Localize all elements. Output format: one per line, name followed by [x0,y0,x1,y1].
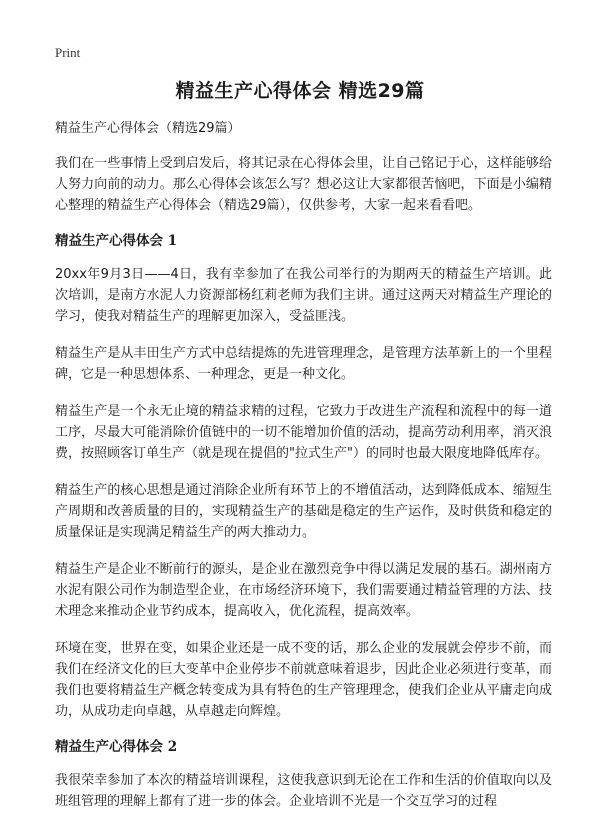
document-body [55,120,552,828]
section-1-paragraph-1: 20xx年9月3日——4日，我有幸参加了在我公司举行的为期两天的精益生产培训。此次培训，是南方水泥人力资源部杨红莉老师为我们主讲。通过这两天对精益生产理论的学习，使我对精益生产的理解更加深入，受益匪浅。 [55,267,552,324]
section-1-paragraph-4: 精益生产的核心思想是通过消除企业所有环节上的不增值活动，达到降低成本、缩短生产周期和改善质量的目的，实现精益生产的基础是稳定的生产运作，及时供货和稳定的质量保证是实现满足精益生产的两大推动力。 [55,483,552,540]
section-1-paragraph-3: 精益生产是一个永无止境的精益求精的过程，它致力于改进生产流程和流程中的每一道工序，尽最大可能消除价值链中的一切不能增加价值的活动，提高劳动利用率，消灭浪费，按照顾客订单生产（就是现在提倡的"拉式生产"）的同时也最大限度地降低库存。 [55,404,552,461]
document-subtitle: 精益生产心得体会（精选29篇） [55,121,241,136]
section-2-paragraph-1: 我很荣幸参加了本次的精益培训课程，这使我意识到无论在工作和生活的价值取向以及班组管理的理解上都有了进一步的体会。企业培训不光是一个交互学习的过程 [55,773,552,809]
section-1-paragraph-2: 精益生产是从丰田生产方式中总结提炼的先进管理理念，是管理方法革新上的一个里程碑，它是一种思想体系、一种理念，更是一种文化。 [55,346,552,382]
section-heading-2: 精益生产心得体会 2 [55,739,178,755]
print-link[interactable]: Print [55,45,81,60]
intro-paragraph: 我们在一些事情上受到启发后，将其记录在心得体会里，让自己铭记于心，这样能够给人努力向前的动力。那么心得体会该怎么写？想必这让大家都很苦恼吧，下面是小编精心整理的精益生产心得体会（精选29篇），仅供参考，大家一起来看看吧。 [55,156,552,213]
page-title: 精益生产心得体会 精选29篇 [175,80,425,102]
section-1-paragraph-6: 环境在变，世界在变，如果企业还是一成不变的话，那么企业的发展就会停步不前，而我们在经济文化的巨大变革中企业停步不前就意味着退步，因此企业必须进行变革，而我们也要将精益生产概念转变成为具有特色的生产管理理念，使我们企业从平庸走向成功，从成功走向卓越，从卓越走向辉煌。 [55,641,552,719]
section-heading-1: 精益生产心得体会 1 [55,233,178,249]
section-1-paragraph-5: 精益生产是企业不断前行的源头，是企业在激烈竞争中得以满足发展的基石。湖州南方水泥有限公司作为制造型企业，在市场经济环境下，我们需要通过精益管理的方法、技术理念来推动企业节约成本，提高收入，优化流程，提高效率。 [55,562,552,619]
